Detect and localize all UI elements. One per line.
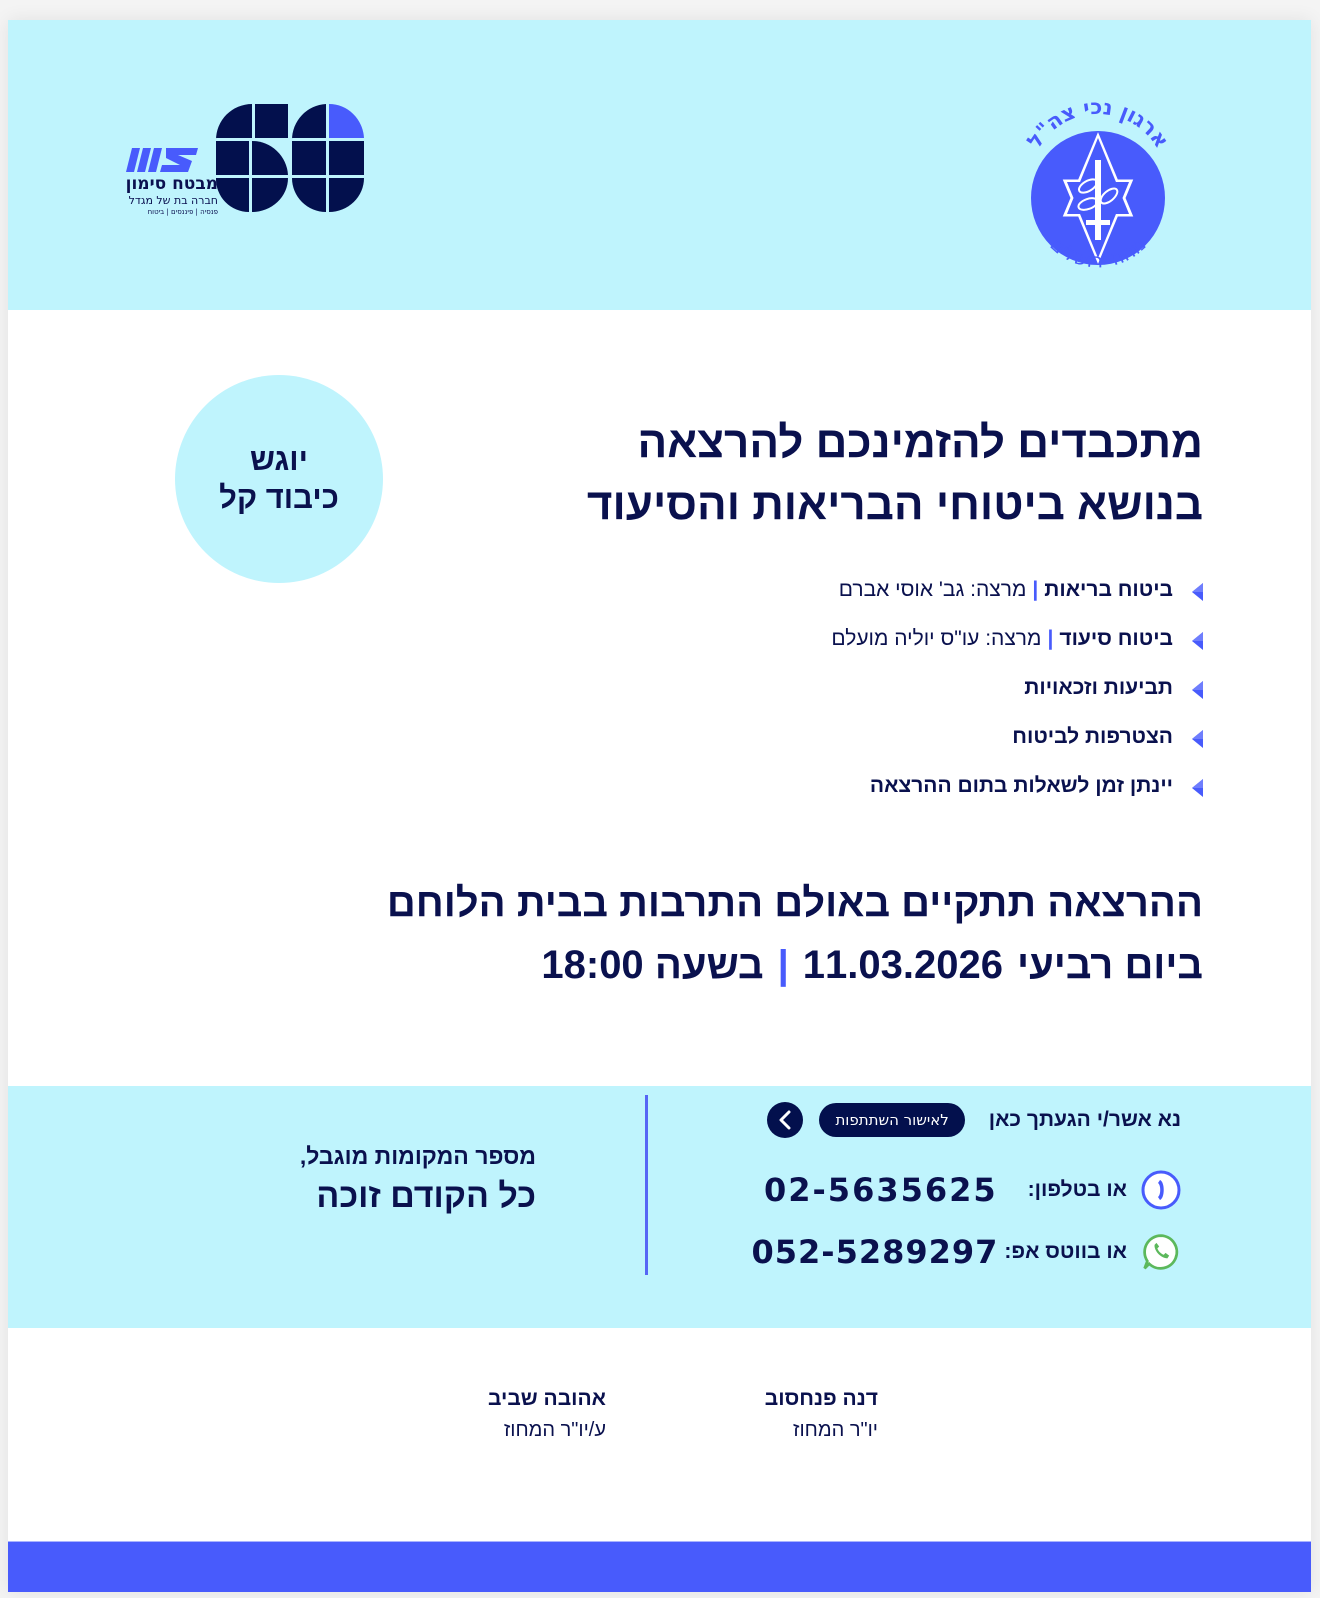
venue-time-label: בשעה xyxy=(654,943,764,987)
star-of-david-emblem-icon xyxy=(1008,102,1188,292)
venue-datetime xyxy=(387,934,1203,996)
ms-letters-icon xyxy=(126,148,200,176)
phone-label: או בטלפון: xyxy=(1027,1178,1127,1201)
rsvp-prompt: נא אשר/י הגעתך כאן xyxy=(988,1108,1181,1131)
diamond-bullet-icon xyxy=(1189,632,1203,646)
limited-seats-notice xyxy=(300,1139,536,1219)
diamond-bullet-icon xyxy=(1189,583,1203,597)
topic-title: ביטוח סיעוד xyxy=(1059,626,1173,650)
signatory-role: יו"ר המחוז xyxy=(793,1419,878,1441)
topics-list xyxy=(831,565,1203,810)
badge-line2: כיבוד קל xyxy=(219,480,339,515)
footer-band xyxy=(8,1541,1311,1592)
whatsapp-label: או בווטס אפ: xyxy=(1004,1240,1127,1263)
org-name-text: ארגון נכי צה"ל xyxy=(1022,102,1174,153)
headline-line2: בנושא ביטוחי הבריאות והסיעוד xyxy=(586,480,1203,529)
whatsapp-icon xyxy=(1141,1232,1181,1272)
signatory-name: דנה פנחסוב xyxy=(764,1387,878,1410)
partner-logo xyxy=(110,104,368,234)
venue-day: ביום רביעי xyxy=(1017,943,1203,987)
whatsapp-row xyxy=(751,1222,1181,1282)
chevron-left-icon xyxy=(777,1110,793,1130)
phone-number[interactable]: 02-5635625 xyxy=(763,1171,998,1209)
badge-line1: יוגש xyxy=(250,442,308,477)
contact-divider xyxy=(645,1095,648,1275)
rsvp-row xyxy=(751,1098,1181,1142)
partner-subtitle: חברה בת של מגדל xyxy=(128,194,218,207)
venue-time: 18:00 xyxy=(541,943,644,987)
topic-separator: | xyxy=(1032,577,1039,601)
diamond-bullet-icon xyxy=(1189,681,1203,695)
partner-name: מבטח סימון xyxy=(125,174,218,194)
page-title xyxy=(587,412,1203,536)
organization-logo xyxy=(1008,102,1188,292)
list-item xyxy=(831,761,1203,810)
topic-title: תביעות וזכאויות xyxy=(1024,675,1173,699)
headline-line1: מתכבדים להזמינכם להרצאה xyxy=(637,418,1203,467)
venue-location: ההרצאה תתקיים באולם התרבות בבית הלוחם xyxy=(386,881,1203,925)
limited-line2: כל הקודם זוכה xyxy=(316,1177,536,1215)
rsvp-button[interactable]: לאישור השתתפות xyxy=(819,1103,964,1137)
signature-block xyxy=(765,1383,878,1445)
list-item xyxy=(831,712,1203,761)
refreshments-badge xyxy=(175,375,383,583)
whatsapp-number[interactable]: 052-5289297 xyxy=(751,1233,999,1271)
signatory-role: ע/יו"ר המחוז xyxy=(503,1419,606,1441)
topic-detail: מרצה: עו"ס יוליה מועלם xyxy=(831,626,1042,650)
signatory-name: אהובה שביב xyxy=(487,1387,606,1410)
rsvp-arrow-button[interactable] xyxy=(767,1102,803,1138)
diamond-bullet-icon xyxy=(1189,779,1203,793)
org-district-text: מחוז ירושלים xyxy=(1045,231,1151,273)
signature-block xyxy=(488,1383,606,1445)
topic-separator: | xyxy=(1047,626,1054,650)
list-item xyxy=(831,663,1203,712)
sixty-grid-icon xyxy=(216,104,364,212)
topic-title: הצטרפות לביטוח xyxy=(1012,724,1173,748)
phone-row xyxy=(751,1160,1181,1220)
list-item xyxy=(831,565,1203,614)
venue-separator: | xyxy=(777,943,789,987)
limited-line1: מספר המקומות מוגבל, xyxy=(299,1143,536,1169)
phone-icon xyxy=(1141,1170,1181,1210)
contact-section xyxy=(751,1098,1181,1282)
diamond-bullet-icon xyxy=(1189,730,1203,744)
topic-detail: מרצה: גב' אוסי אברם xyxy=(838,577,1027,601)
partner-tagline: פנסיה | פיננסים | ביטוח xyxy=(147,208,218,216)
topic-title: ביטוח בריאות xyxy=(1044,577,1173,601)
invitation-card xyxy=(8,20,1311,1592)
anniversary-60-mark xyxy=(216,104,364,212)
list-item xyxy=(831,614,1203,663)
venue-info xyxy=(387,872,1203,996)
topic-title: יינתן זמן לשאלות בתום ההרצאה xyxy=(869,773,1173,797)
venue-date: 11.03.2026 xyxy=(802,943,1003,987)
